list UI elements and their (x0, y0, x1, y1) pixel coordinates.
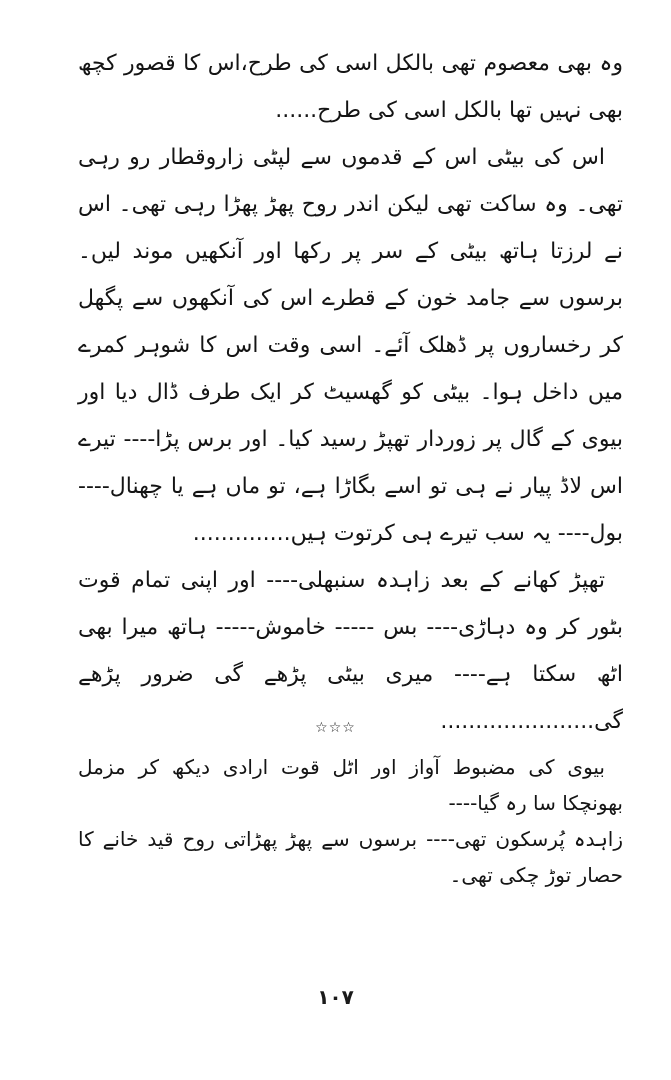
paragraph-2: اس کی بیٹی اس کے قدموں سے لپٹی زاروقطار رو رہی تھی۔ وہ ساکت تھی لیکن اندر روح پھڑ پھڑا رہی تھی۔ اس نے لرزتا ہاتھ بیٹی کے سر پر رکھا اور آنکھیں موند لیں۔ برسوں سے جامد خون کے قطرے اس کی آنکھوں سے پگھل کر رخساروں پر ڈھلک آئے۔ اسی وقت اس کا شوہر کمرے میں داخل ہوا۔ بیٹی کو گھسیٹ کر ایک طرف ڈال دیا اور بیوی کے گال پر زوردار تھپڑ رسید کیا۔ اور برس پڑا---- تیرے اس لاڈ پیار نے ہی تو اسے بگاڑا ہے، تو ماں ہے یا چھنال---- بول---- یہ سب تیرے ہی کرتوت ہیں.............. (78, 145, 623, 546)
section-break-stars: ☆☆☆ (315, 720, 356, 736)
paragraph-5: زاہدہ پُرسکون تھی---- برسوں سے پھڑ پھڑاتی روح قید خانے کا حصار توڑ چکی تھی۔ (78, 827, 623, 887)
paragraph-4: بیوی کی مضبوط آواز اور اٹل قوت ارادی دیکھ کر مزمل بھونچکا سا رہ گیا---- (78, 755, 623, 815)
page-number: ۱۰۷ (317, 985, 354, 1009)
paragraph-1: وہ بھی معصوم تھی بالکل اسی کی طرح،اس کا قصور کچھ بھی نہیں تھا بالکل اسی کی طرح...... (78, 51, 623, 123)
page-body-text (78, 40, 623, 893)
paragraph-3: تھپڑ کھانے کے بعد زاہدہ سنبھلی---- اور اپنی تمام قوت بٹور کر وہ دہاڑی---- بس ----- خاموش----- ہاتھ میرا بھی اٹھ سکتا ہے---- میری بیٹی پڑھے گی ضرور پڑھے گی...................... (78, 568, 623, 734)
